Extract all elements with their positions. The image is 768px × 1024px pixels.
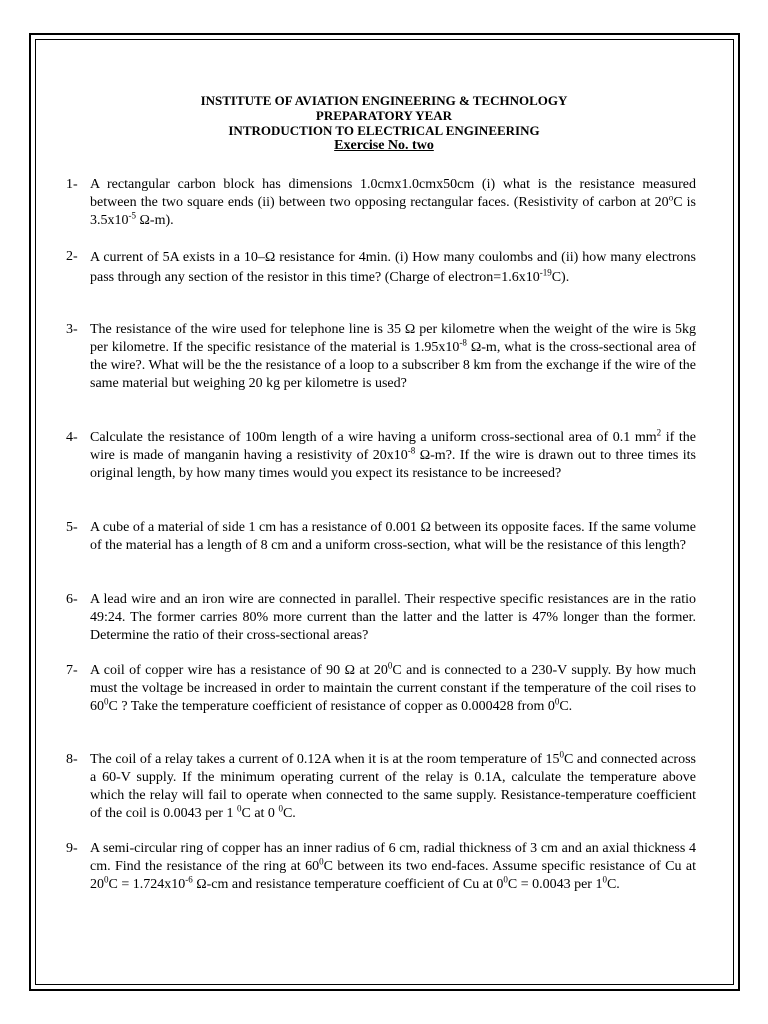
question-text: A coil of copper wire has a resistance of 90 Ω at $20^0C$ and is connected to a 230-V supply. By how much must the voltage be increased in order to maintain the current constant if the temperature of the coil rises to $60^0C$ ? Take the temperature coefficient of resistance of copper as 0.000428 from $0^0C$.: [90, 660, 696, 714]
question-number: 1-: [66, 177, 78, 192]
question-number: 8-: [66, 752, 78, 767]
question-text: The resistance of the wire used for telephone line is 35 Ω per kilometre when the weight of the wire is 5kg per kilometre. If the specific resistance of the material is $1.95x10^{-8}$ Ω-m, what is the cross-sectional area of the wire?. What will be the the resistance of a loop to a subscriber 8 km from the exchange if the wire of the same material but weighing 20 kg per kilometre is used?: [90, 322, 696, 391]
question-text: A semi-circular ring of copper has an inner radius of 6 cm, radial thickness of 3 cm and an axial thickness 4 cm. Find the resistance of the ring at $60^0C$ between its two end-faces. Assume specific resistance of Cu at $20^0C = 1.724x10^{-6}$ Ω-cm and resistance temperature coefficient of Cu at $0^0C = 0.0043$ per $1^0C$.: [90, 841, 696, 892]
question-text: A lead wire and an iron wire are connected in parallel. Their respective specific resistances are in the ratio 49:24. The former carries 80% more current than the latter and the latter is 47% longer than the former. Determine the ratio of their cross-sectional areas?: [90, 592, 696, 643]
question-text: A cube of a material of side 1 cm has a resistance of 0.001 Ω between its opposite faces. If the same volume of the material has a length of 8 cm and a uniform cross-section, what will be the resistance of this length?: [90, 520, 696, 553]
question-text: The coil of a relay takes a current of 0.12A when it is at the room temperature of $15^0C$ and connected across a 60-V supply. If the minimum operating current of the relay is 0.1A, calculate the temperature above which the relay will fail to operate when connected to the same supply. Resistance-temperature coefficient of the coil is 0.0043 per 1 $^0$C at 0 $^0$C.: [90, 749, 696, 821]
institute-title: INSTITUTE OF AVIATION ENGINEERING & TECHNOLOGY: [200, 93, 568, 108]
question-number: 4-: [66, 430, 78, 445]
question-number: 6-: [66, 592, 78, 607]
question-text: Calculate the resistance of 100m length of a wire having a uniform cross-sectional area of 0.1 $mm^2$ if the wire is made of manganin having a resistivity of $20x10^{-8}$ Ω-m?. If the wire is drawn out to three times its original length, by how many times would you expect its resistance to be increesed?: [90, 427, 696, 481]
question-text: A rectangular carbon block has dimensions 1.0cmx1.0cmx50cm (i) what is the resistance measured between the two square ends (ii) between two opposing rectangular faces. (Resistivity of carbon at 20$^o$C is $3.5x10^{-5}$ Ω-m).: [90, 177, 696, 228]
question-number: 2-: [66, 249, 78, 264]
question-number: 3-: [66, 322, 78, 337]
question-text: A current of 5A exists in a 10–Ω resistance for 4min. (i) How many coulombs and (ii) how many electrons pass through any section of the resistor in this time? (Charge of $electron=1.6x10^{-19}C$).: [90, 250, 696, 285]
course-title: INTRODUCTION TO ELECTRICAL ENGINEERING: [228, 123, 540, 138]
question-number: 7-: [66, 663, 78, 678]
question-number: 9-: [66, 841, 78, 856]
document-header: [40, 93, 728, 153]
exercise-title: Exercise No. two: [334, 138, 434, 153]
year-title: PREPARATORY YEAR: [315, 108, 453, 123]
question-number: 5-: [66, 520, 78, 535]
